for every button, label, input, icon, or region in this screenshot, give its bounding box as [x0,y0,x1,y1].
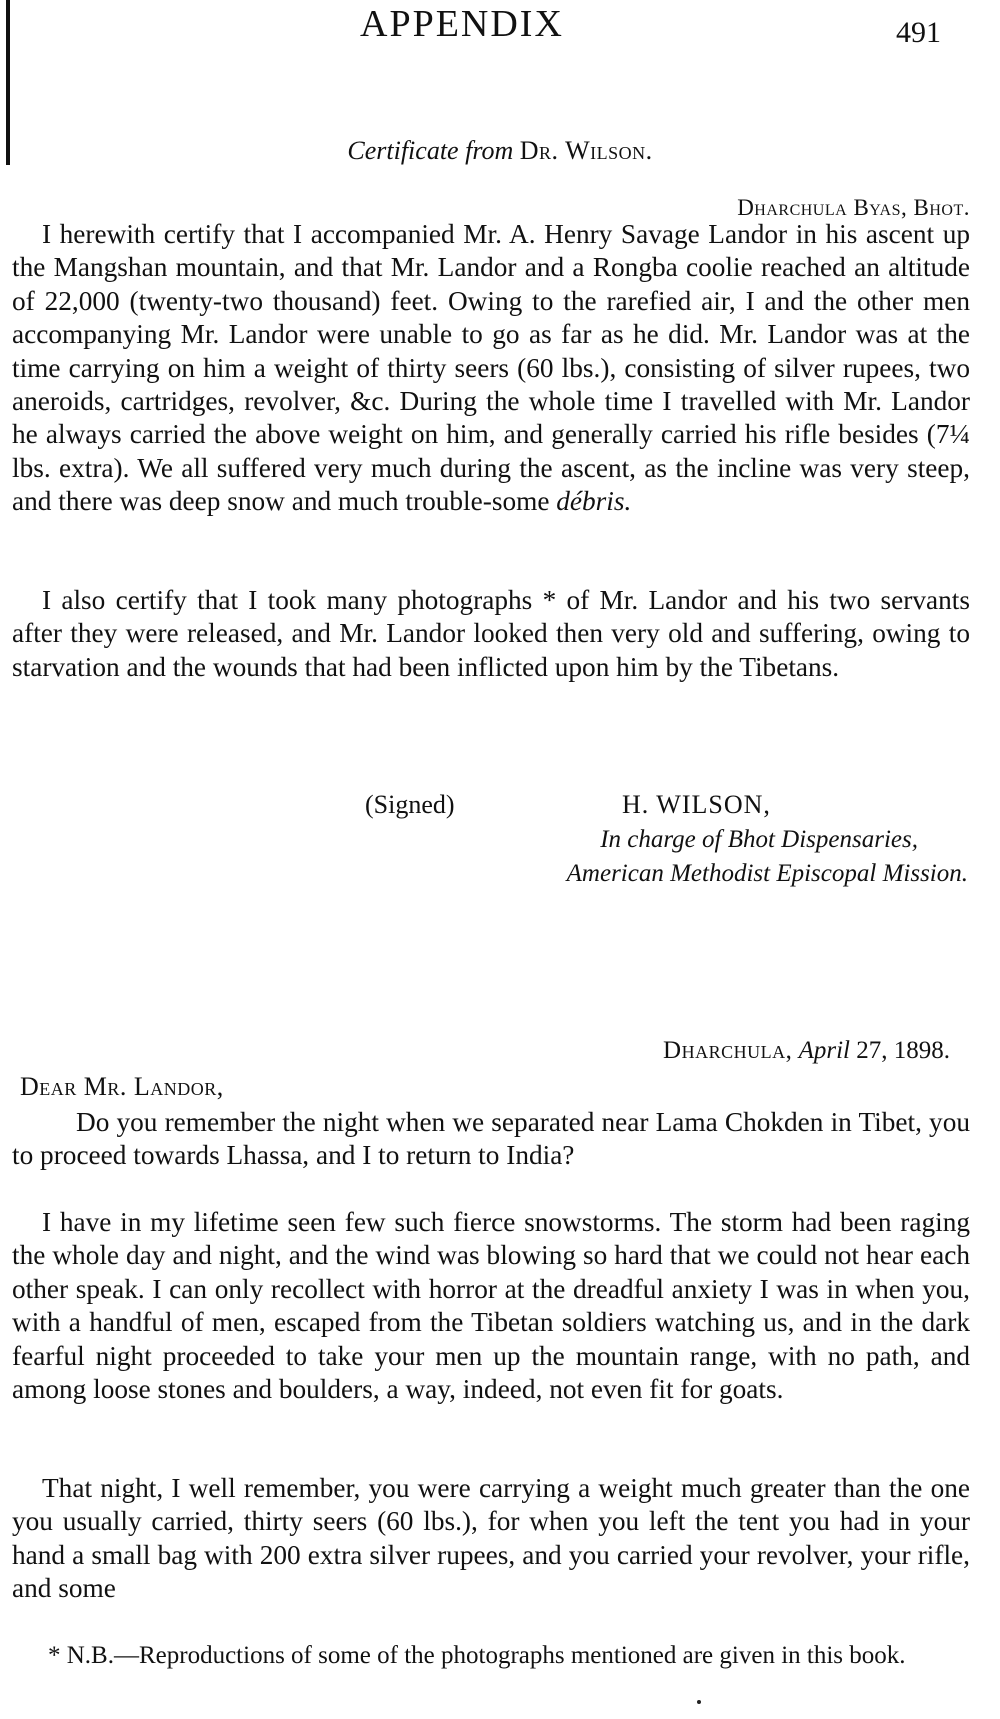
certificate-heading-name: Dr. Wilson. [519,136,653,165]
signed-label: (Signed) [365,790,455,819]
letter-paragraph-2: I have in my lifetime seen few such fierce snowstorms. The storm had been raging the whole day and night, and the wind was blowing so hard that we could not hear each other speak. I can only recollect with horror at the dreadful anxiety I was in when you, with a handful of men, escaped from the Tibetan soldiers watching us, and in the dark fearful night proceeded to take your men up the mountain range, with no path, and among loose stones and boulders, a way, indeed, not even fit for goats. [12,1207,970,1405]
print-speck [697,1700,701,1704]
certificate-place: Dharchula Byas, Bhot. [737,195,970,220]
letter-date-rest: 27, 1898. [856,1037,950,1064]
signer-organization: American Methodist Episcopal Mission. [566,860,968,887]
footnote: * N.B.—Reproductions of some of the photographs mentioned are given in this book. [48,1642,906,1669]
certificate-paragraph-1 [12,218,970,519]
letter-salutation: Dear Mr. Landor, [20,1072,224,1101]
letter-paragraph-1: Do you remember the night when we separated near Lama Chokden in Tibet, you to proceed towards Lhassa, and I to return to India? [12,1107,970,1171]
running-header: APPENDIX [360,3,564,45]
letter-date-line [663,1037,950,1065]
certificate-heading [0,136,1000,166]
letter-paragraph-3: That night, I well remember, you were carrying a weight much greater than the one you usually carried, thirty seers (60 lbs.), for when you left the tent you had in your hand a small bag with 200 extra silver rupees, and you carried your revolver, your rifle, and some [12,1473,970,1604]
letter-place: Dharchula, [663,1037,793,1064]
certificate-paragraph-1-italic: débris. [556,486,632,517]
signer-name: H. WILSON, [622,790,771,819]
letter-date-month: April [798,1037,850,1064]
certificate-paragraph-2: I also certify that I took many photographs * of Mr. Landor and his two servants after they were released, and Mr. Landor looked then very old and suffering, owing to starvation and the wounds that had been inflicted upon him by the Tibetans. [12,585,970,682]
page-number: 491 [896,16,941,49]
certificate-paragraph-1-text: I herewith certify that I accompanied Mr. A. Henry Savage Landor in his ascent up the Mangshan mountain, and that Mr. Landor and a Rongba coolie reached an altitude of 22,000 (twenty-two thousand) feet. Owing to the rarefied air, I and the other men accompanying Mr. Landor were unable to go as far as he did. Mr. Landor was at the time carrying on him a weight of thirty seers (60 lbs.), consisting of silver rupees, two aneroids, cartridges, revolver, &c. During the whole time I travelled with Mr. Landor he always carried the above weight on him, and generally carried his rifle besides (7¼ lbs. extra). We all suffered very much during the ascent, as the incline was very steep, and there was deep snow and much trouble-some [12,219,970,517]
certificate-heading-italic: Certificate from [347,136,514,165]
signer-title: In charge of Bhot Dispensaries, [600,826,918,853]
